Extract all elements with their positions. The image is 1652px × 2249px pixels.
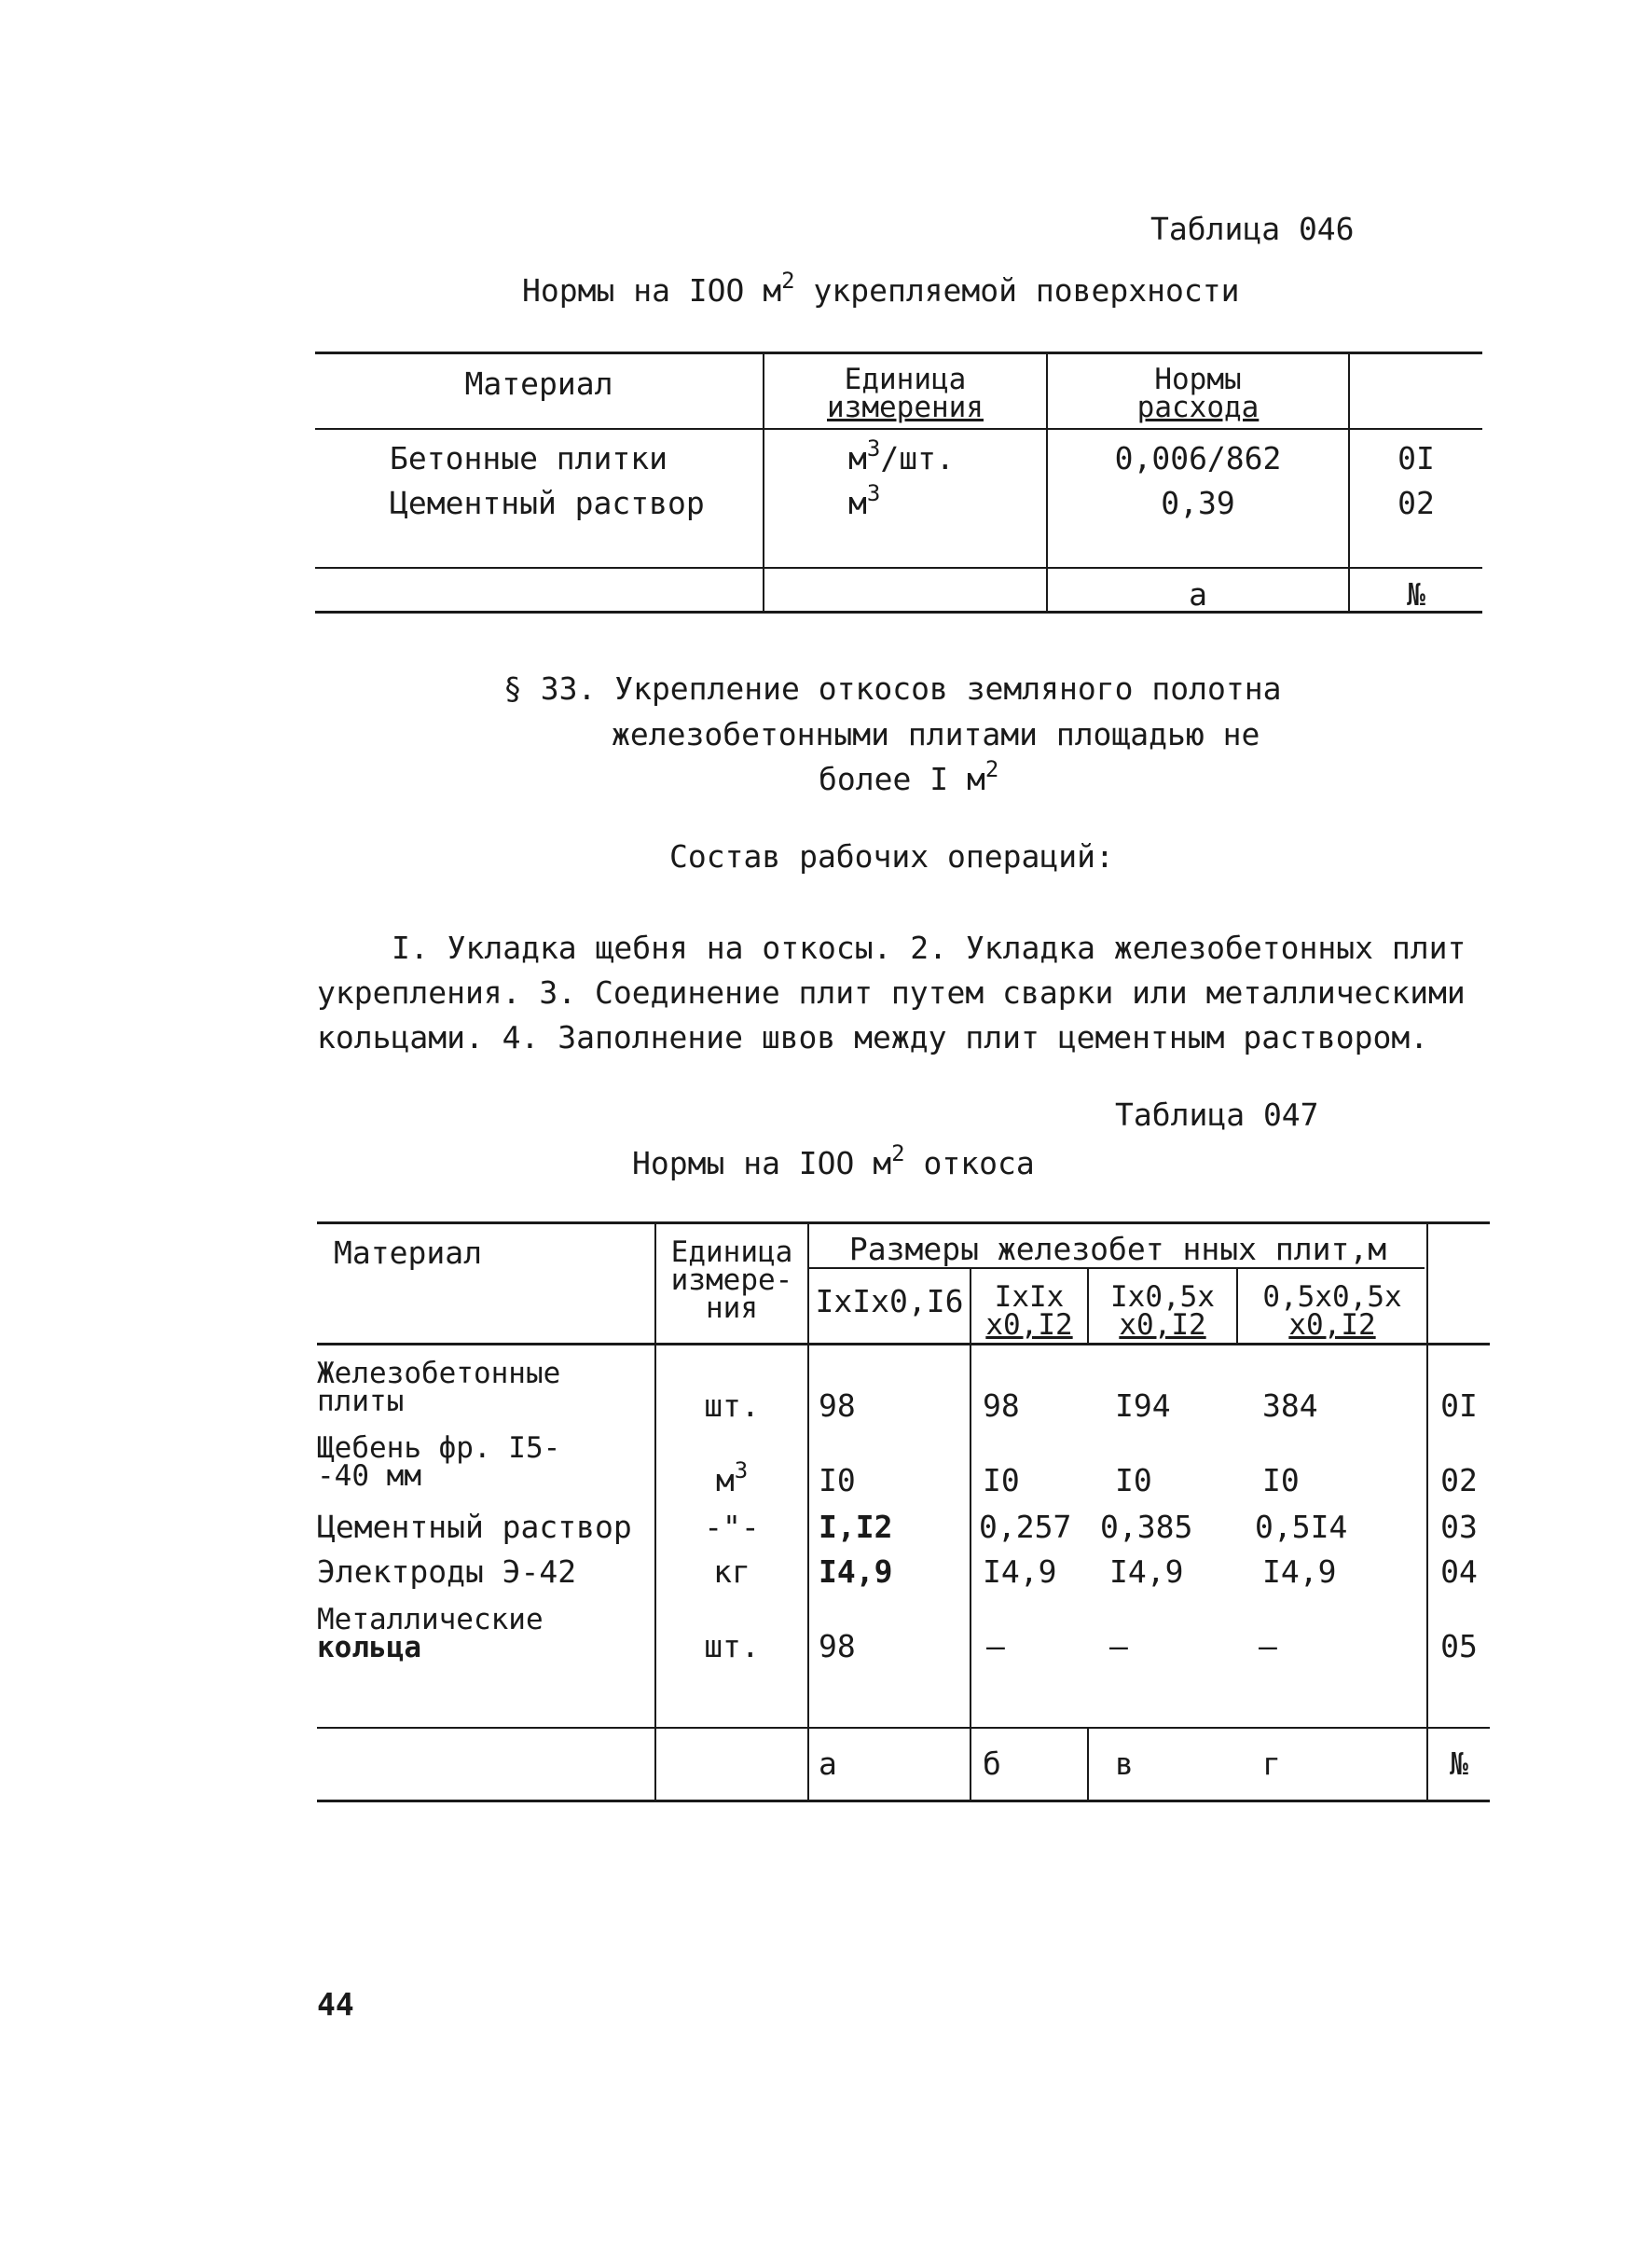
table-046-footer-a: а [1189, 576, 1207, 613]
table-047-footer-no: № [1450, 1745, 1468, 1782]
table-047-title: Нормы на IOO $м^2$ откоса [632, 1140, 1035, 1181]
table-046-caption: Таблица 046 [1150, 211, 1355, 247]
cell-b: – [986, 1628, 1005, 1664]
paragraph-line: укрепления. 3. Соединение плит путем сварки или металлическими [317, 974, 1466, 1011]
row-code: 05 [1440, 1628, 1478, 1664]
material-name: Железобетонные плиты [317, 1357, 561, 1418]
table-046-header-material: Материал [464, 366, 613, 402]
table-046-footer-no: № [1407, 576, 1425, 613]
table-046-body-rule [315, 567, 1482, 569]
table-046-divider [1348, 352, 1350, 614]
cell-d: I0 [1262, 1462, 1300, 1498]
material-name: Бетонные плитки [390, 440, 668, 476]
unit: $м^3$ [715, 1457, 749, 1498]
paragraph-line: кольцами. 4. Заполнение швов между плит цементным раствором. [317, 1019, 1429, 1056]
section-heading-line: более I $м^2$ [819, 756, 999, 797]
cell-b: 0,257 [979, 1509, 1072, 1545]
table-047-footer-c: в [1115, 1745, 1134, 1782]
unit: -"- [704, 1509, 760, 1545]
table-046-header-unit: Единица измерения [827, 363, 984, 424]
table-047-divider [970, 1268, 971, 1801]
section-heading-line: § 33. Укрепление откосов земляного полотна [503, 670, 1282, 707]
table-047-footer-a: а [819, 1745, 837, 1782]
material-name: Электроды Э-42 [317, 1553, 577, 1590]
table-047-header-col-b: IxIx x0,I2 [985, 1280, 1073, 1342]
paragraph-line: I. Укладка щебня на откосы. 2. Укладка железобетонных плит [392, 930, 1466, 966]
table-047-bottom-rule [317, 1800, 1490, 1802]
table-047-footer-d: г [1262, 1745, 1281, 1782]
table-047-caption: Таблица 047 [1115, 1097, 1319, 1133]
table-047-header-unit: Единица измере- ния [670, 1235, 793, 1325]
material-name: Цементный раствор [317, 1509, 632, 1545]
table-047-top-rule [317, 1221, 1490, 1224]
table-047-divider [1087, 1727, 1089, 1801]
cell-a: 98 [819, 1628, 856, 1664]
cell-c: 0,385 [1100, 1509, 1193, 1545]
section-heading-line: железобетонными плитами площадью не [612, 716, 1260, 752]
cell-c: I4,9 [1109, 1553, 1184, 1590]
cell-b: I0 [983, 1462, 1020, 1498]
cell-d: – [1259, 1628, 1277, 1664]
unit: кг [713, 1553, 750, 1590]
row-code: 04 [1440, 1553, 1478, 1590]
unit: шт. [704, 1387, 760, 1424]
cell-a: I,I2 [819, 1509, 893, 1545]
cell-d: 0,5I4 [1255, 1509, 1348, 1545]
table-047-body-rule [317, 1727, 1490, 1729]
unit: $м^3/шт$. [848, 435, 955, 476]
row-code: 0I [1397, 440, 1435, 476]
material-name: Металлические кольца [317, 1603, 544, 1664]
cell-c: I94 [1115, 1387, 1171, 1424]
cell-b: I4,9 [983, 1553, 1057, 1590]
table-047-header-sizes: Размеры железобет нных плит,м [848, 1231, 1387, 1267]
table-046-header-norm: Нормы расхода [1136, 363, 1260, 424]
table-046-title: Нормы на IOO $м^2$ укрепляемой поверхности [522, 268, 1240, 309]
material-name: Щебень фр. I5- -40 мм [317, 1431, 561, 1493]
table-047-footer-b: б [983, 1745, 1001, 1782]
operations-heading: Состав рабочих операций: [669, 838, 1114, 875]
table-047-header-col-c: Ix0,5x x0,I2 [1110, 1280, 1215, 1342]
unit: шт. [704, 1628, 760, 1664]
norm-value: 0,39 [1161, 485, 1235, 521]
table-047-header-rule [317, 1343, 1490, 1345]
cell-c: I0 [1115, 1462, 1152, 1498]
row-code: 02 [1397, 485, 1435, 521]
cell-d: I4,9 [1262, 1553, 1337, 1590]
table-047-header-col-d: 0,5x0,5x x0,I2 [1262, 1280, 1402, 1342]
table-046-header-rule [315, 428, 1482, 430]
cell-a: 98 [819, 1387, 856, 1424]
table-047-header-material: Материал [334, 1235, 482, 1271]
row-code: 03 [1440, 1509, 1478, 1545]
cell-a: I4,9 [819, 1553, 893, 1590]
norm-value: 0,006/862 [1114, 440, 1282, 476]
cell-d: 384 [1262, 1387, 1318, 1424]
row-code: 0I [1440, 1387, 1478, 1424]
cell-b: 98 [983, 1387, 1020, 1424]
unit: $м^3$ [848, 480, 881, 521]
table-046-top-rule [315, 352, 1482, 354]
material-name: Цементный раствор [390, 485, 705, 521]
cell-a: I0 [819, 1462, 856, 1498]
table-047-header-col-a: IxIx0,I6 [815, 1283, 964, 1319]
page-number: 44 [317, 1986, 354, 2022]
cell-c: – [1109, 1628, 1128, 1664]
row-code: 02 [1440, 1462, 1478, 1498]
